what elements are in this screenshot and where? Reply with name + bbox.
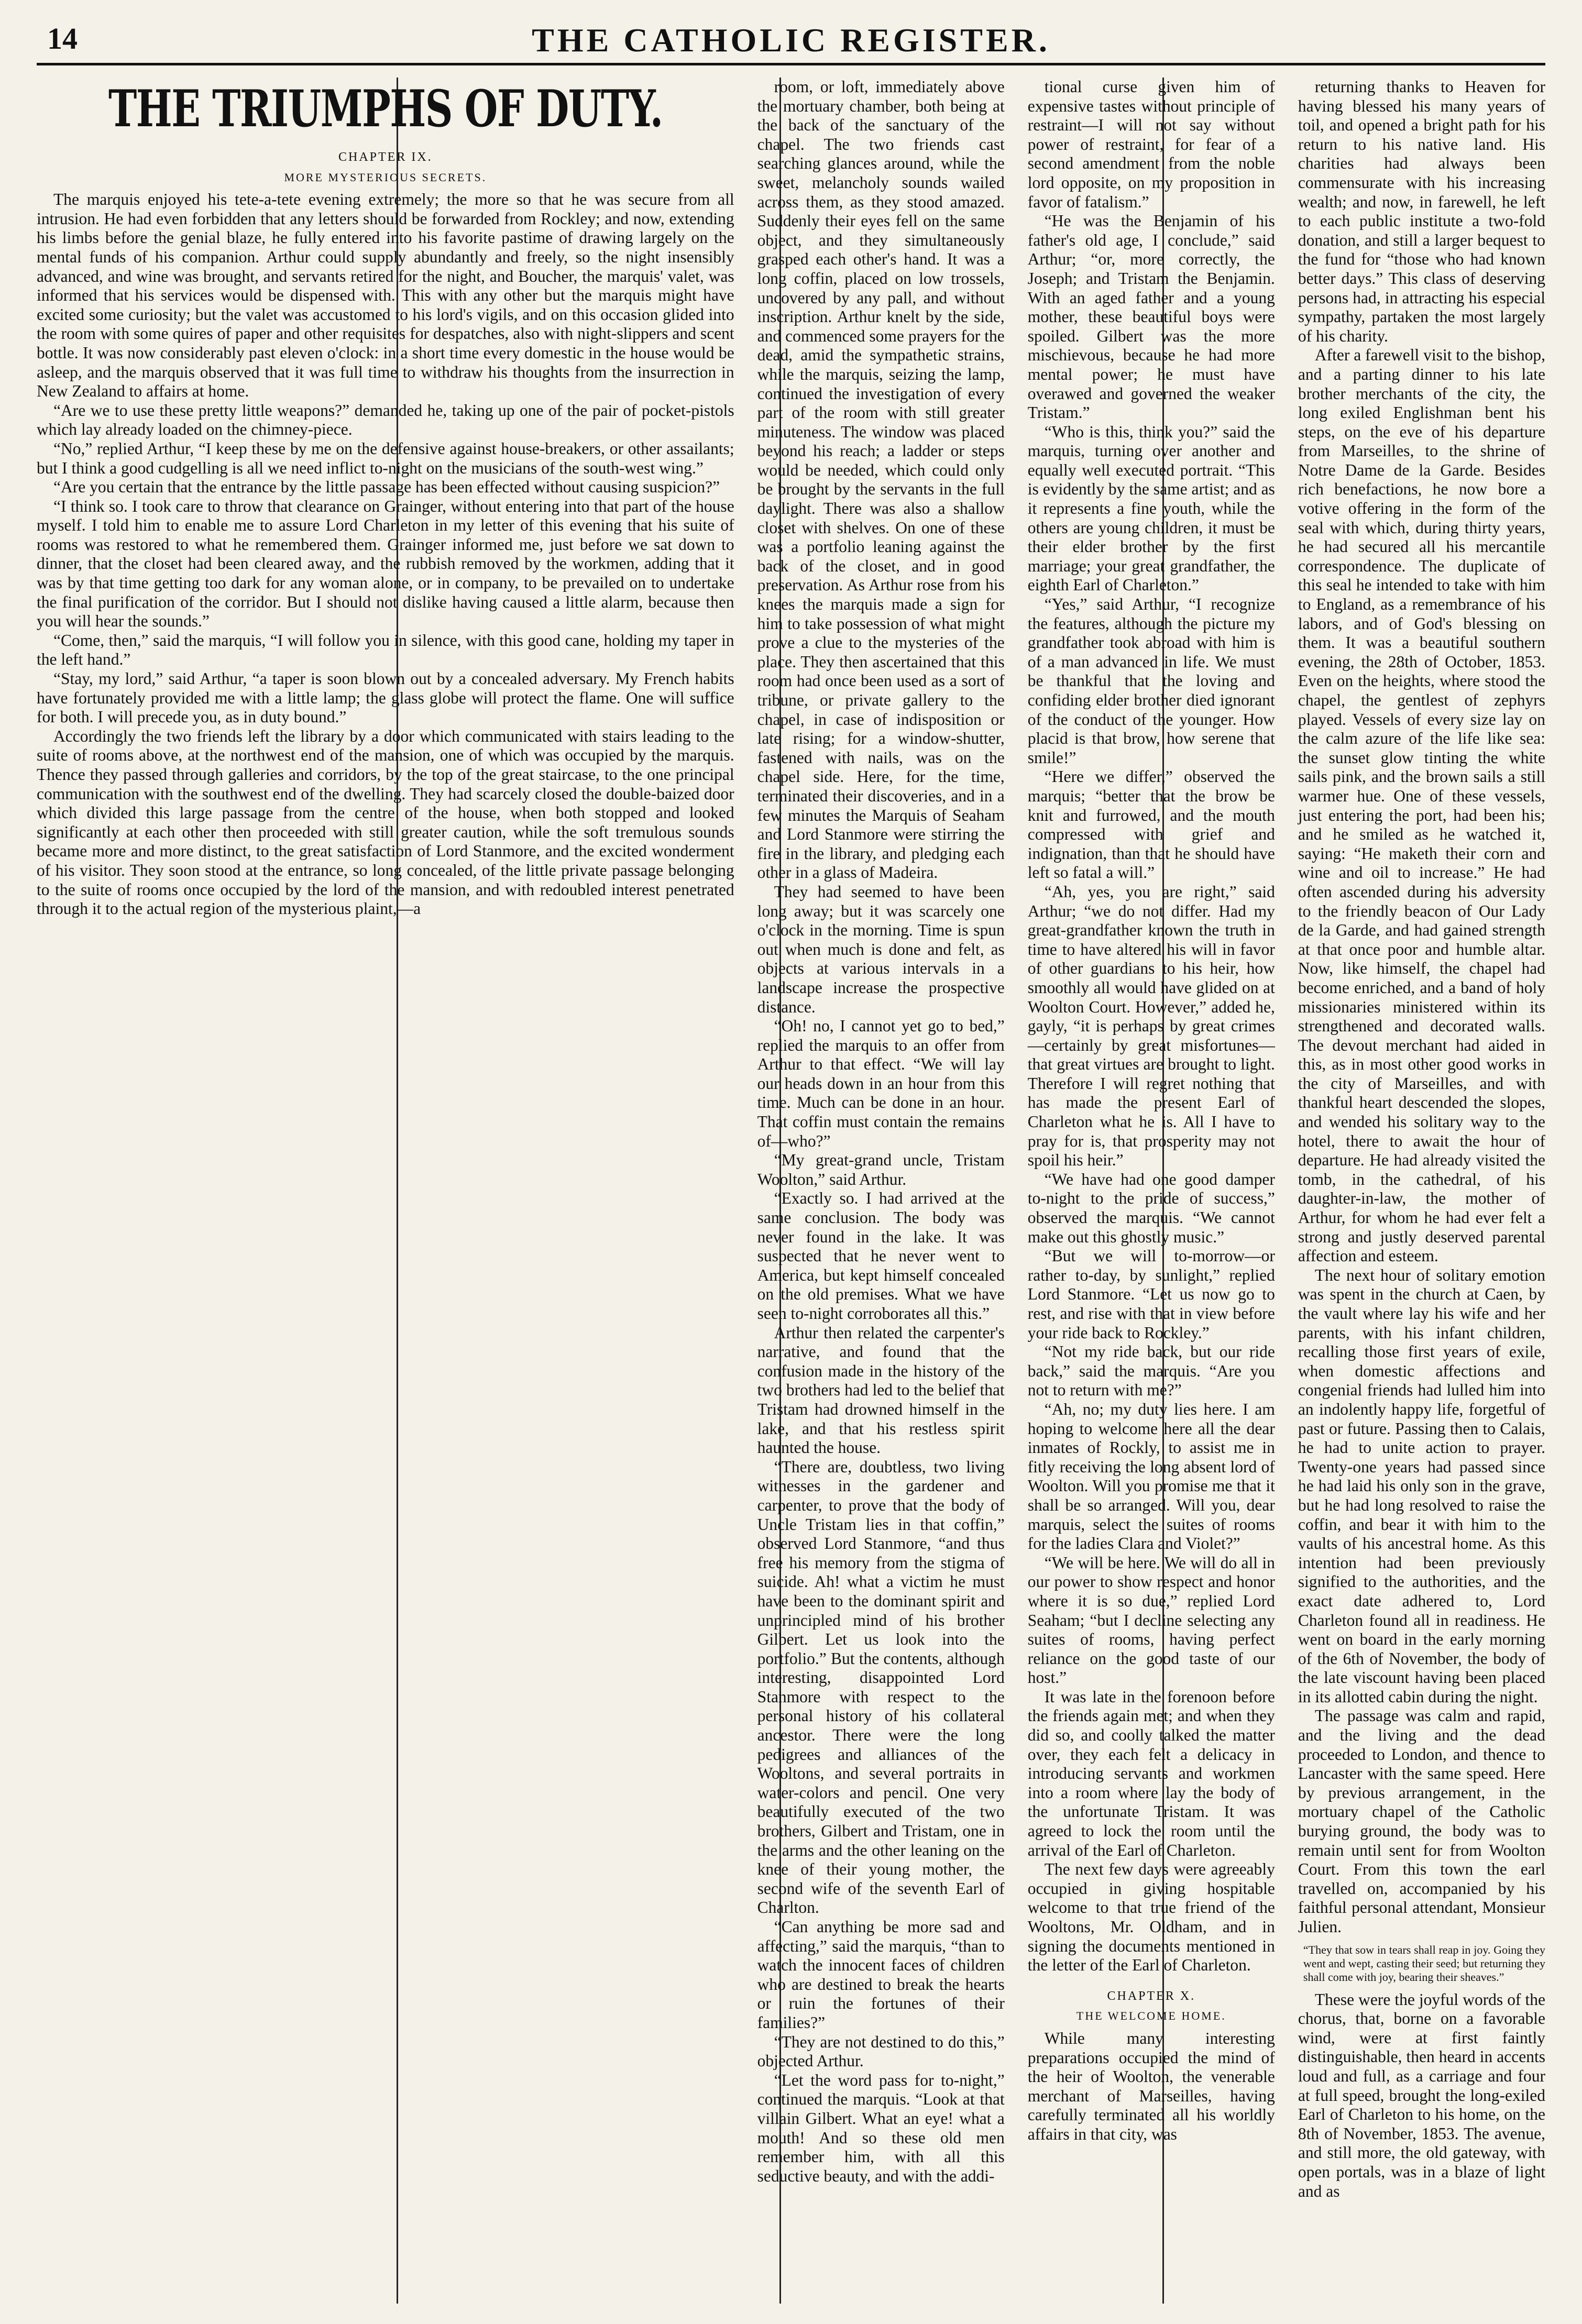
column-3: [1028, 78, 1275, 2309]
paragraph: “He was the Benjamin of his father's old age, I conclude,” said Arthur; “or, more correctly, the Joseph; and Tristam the Benjamin. With an aged father and a young mother, these beautiful boys were spoiled. Gilbert was the more mischievous, because he had more mental power; he must have overawed and governed the weaker Tristam.”: [1027, 212, 1275, 422]
paragraph: “My great-grand uncle, Tristam Woolton,” said Arthur.: [757, 1151, 1005, 1188]
article-columns: [37, 78, 1545, 2309]
chapter-subheading: MORE MYSTERIOUS SECRETS.: [284, 170, 487, 184]
paragraph: returning thanks to Heaven for having blessed his many years of toil, and opened a bright path for his return to his native land. His charities had always been commensurate with his increasing wealth; and now, in farewell, he left to each public institute a two-fold donation, and still a larger bequest to the fund for “those who had known better days.” This class of deserving persons had, in attracting his especial sympathy, partaken the most largely of his charity.: [1298, 78, 1545, 345]
paragraph: “Ah, no; my duty lies here. I am hoping to welcome here all the dear inmates of Rockly, to assist me in fitly receiving the long absent lord of Woolton. Will you promise me that it shall be so arranged. Will you, dear marquis, select the suites of rooms for the ladies Clara and Violet?”: [1027, 1400, 1275, 1553]
paragraph: The marquis enjoyed his tete-a-tete evening extremely; the more so that he was secure from all intrusion. He had even forbidden that any letters should be forwarded from Rockley; and now, extending his limbs before the genial blaze, he fully entered into his favorite pastime of drawing largely on the mental funds of his companion. Arthur could supply abundantly and freely, so the night insensibly advanced, and wine was brought, and servants retired for the night, and Boucher, the marquis' valet, was informed that his services would be dispensed with. This with any other but the marquis might have excited some curiosity; but the valet was accustomed to his lord's vigils, and on this occasion glided into the room with some quires of paper and other requisites for despatches, also with night-slippers and scent bottle. It was now considerably past eleven o'clock: in a short time every domestic in the house would be asleep, and the marquis observed that it was full time to withdraw his thoughts from the insurrection in New Zealand to affairs at home.: [37, 190, 734, 401]
chapter-heading: CHAPTER IX.: [338, 150, 433, 164]
paragraph: “They are not destined to do this,” objected Arthur.: [757, 2032, 1005, 2070]
chapter-heading: CHAPTER X.: [1107, 1989, 1196, 2003]
paragraph: “Yes,” said Arthur, “I recognize the features, although the picture my grandfather took abroad with him is of a man advanced in life. We must be thankful that the loving and confiding elder brother died ignorant of the conduct of the younger. How placid is that brow, how serene that smile!”: [1027, 595, 1275, 767]
paragraph: “No,” replied Arthur, “I keep these by me on the defensive against house-breakers, or other assailants; but I think a good cudgelling is all we need inflict to-night on the musicians of the south-west wing.”: [37, 439, 734, 477]
paragraph: “Come, then,” said the marquis, “I will follow you in silence, with this good cane, holding my taper in the left hand.”: [37, 631, 734, 669]
page-header: [37, 21, 1545, 65]
paragraph: It was late in the forenoon before the friends again met; and when they did so, and coolly talked the matter over, they each felt a delicacy in introducing servants and workmen into a room where lay the body of the unfortunate Tristam. It was agreed to lock the room until the arrival of the Earl of Charleton.: [1027, 1687, 1275, 1859]
paragraph: “Who is this, think you?” said the marquis, turning over another and equally well executed portrait. “This is evidently by the same artist; and as it represents a fine youth, while the others are young children, it must be their elder brother by the first marriage; your great grandfather, the eighth Earl of Charleton.”: [1027, 422, 1275, 594]
paragraph: “There are, doubtless, two living witnesses in the gardener and carpenter, to prove that the body of Uncle Tristam lies in that coffin,” observed Lord Stanmore, “and thus free his memory from the stigma of suicide. Ah! what a victim he must have been to the dominant spirit and unprincipled mind of his brother Gilbert. Let us look into the portfolio.” But the contents, although interesting, disappointed Lord Stanmore with respect to the personal history of his collateral ancestor. There were the long pedigrees and alliances of the Wooltons, and several portraits in water-colors and pencil. One very beautifully executed of the two brothers, Gilbert and Tristam, one in the arms and the other leaning on the knee of their young mother, the second wife of the seventh Earl of Charlton.: [757, 1457, 1005, 1917]
paragraph: room, or loft, immediately above the mortuary chamber, both being at the back of the sanctuary of the chapel. The two friends cast searching glances around, while the sweet, melancholy sounds wailed across them, as they stood amazed. Suddenly their eyes fell on the same object, and they simultaneously grasped each other's hand. It was a long coffin, placed on low trossels, uncovered by any pall, and without inscription. Arthur knelt by the side, and commenced some prayers for the dead, amid the sympathetic strains, while the marquis, seizing the lamp, continued the investigation of every part of the room with still greater minuteness. The window was placed beyond his reach; a ladder or steps would be needed, which could only be brought by the servants in the full daylight. There was also a shallow closet with shelves. On one of these was a portfolio leaning against the back of the closet, and in good preservation. As Arthur rose from his knees the marquis made a sign for him to take possession of what might prove a clue to the mysteries of the place. They then ascertained that this room had once been used as a sort of tribune, or private gallery to the chapel, in case of indisposition or late rising; for a window-shutter, fastened with nails, was on the chapel side. Here, for the time, terminated their discoveries, and in a few minutes the Marquis of Seaham and Lord Stanmore were stirring the fire in the library, and pledging each other in a glass of Madeira.: [757, 78, 1005, 882]
paragraph: “Stay, my lord,” said Arthur, “a taper is soon blown out by a concealed adversary. My French habits have fortunately provided me with a little lamp; the glass globe will protect the flame. One will suffice for both. I will precede you, as in duty bound.”: [37, 669, 734, 726]
paragraph: “Are you certain that the entrance by the little passage has been effected without causing suspicion?”: [53, 478, 720, 497]
paragraph: These were the joyful words of the chorus, that, borne on a favorable wind, were at first faintly distinguishable, then heard in accents loud and full, as a carriage and four at full speed, brought the long-exiled Earl of Charleton to his home, on the 8th of November, 1853. The avenue, and still more, the old gateway, with open portals, was in a blaze of light and as: [1298, 1990, 1545, 2200]
paragraph: “Let the word pass for to-night,” continued the marquis. “Look at that villain Gilbert. What an eye! what a mouth! And so these old men remember him, with all this seductive beauty, and with the addi-: [757, 2070, 1005, 2185]
paragraph: tional curse given him of expensive tastes without principle of restraint—I will not say without power of restraint, for fear of a second amendment from the noble lord opposite, on my proposition in favor of fatalism.”: [1027, 78, 1275, 211]
paragraph: Accordingly the two friends left the library by a door which communicated with stairs leading to the suite of rooms above, at the northwest end of the mansion, one of which was occupied by the marquis. Thence they passed through galleries and corridors, by the top of the great staircase, to the one principal communication with the southwest end of the dwelling. They had scarcely closed the double-baized door which divided this large passage from the centre of the house, when both stopped and looked significantly at each other then proceeded with still greater caution, while the soft tremulous sounds became more and more distinct, to the great satisfaction of Lord Stanmore, and the excited wonderment of his visitor. They soon stood at the entrance, so long concealed, of the little private passage belonging to the suite of rooms once occupied by the lord of the mansion, and with redoubled interest penetrated through it to the actual region of the mysterious plaint,—a: [37, 726, 734, 918]
publication-title: THE CATHOLIC REGISTER.: [532, 21, 1050, 59]
paragraph: They had seemed to have been long away; but it was scarcely one o'clock in the morning. Time is spun out when much is done and felt, as objects at various intervals in a landscape increase the prospective distance.: [757, 882, 1005, 1016]
verse-quotation: “They that sow in tears shall reap in joy. Going they went and wept, casting their seed; but returning they shall come with joy, bearing their sheaves.”: [1303, 1943, 1545, 1984]
paragraph: “Here we differ,” observed the marquis; “better that the brow be knit and furrowed, and the mouth compressed with grief and indignation, than that he should have left so fatal a will.”: [1027, 767, 1275, 882]
chapter-subheading: THE WELCOME HOME.: [1076, 2009, 1226, 2023]
column-1: [37, 78, 734, 2309]
paragraph: Arthur then related the carpenter's narrative, and found that the confusion made in the history of the two brothers had led to the belief that Tristam had drowned himself in the lake, and that his restless spirit haunted the house.: [757, 1323, 1005, 1457]
paragraph: “Are we to use these pretty little weapons?” demanded he, taking up one of the pair of pocket-pistols which lay already loaded on the chimney-piece.: [37, 401, 734, 439]
paragraph: “Ah, yes, you are right,” said Arthur; “we do not differ. Had my great-grandfather known the truth in time to have altered his will in favor of other guardians to his heir, how smoothly all would have glided on at Woolton Court. However,” added he, gayly, “it is perhaps by great crimes—certainly by great misfortunes—that great virtues are brought to light. Therefore I will regret nothing that has made the present Earl of Charleton what he is. All I have to pray for is, that prosperity may not spoil his heir.”: [1027, 882, 1275, 1170]
paragraph: The next hour of solitary emotion was spent in the church at Caen, by the vault where lay his wife and her parents, with his infant children, recalling those first years of exile, when domestic affections and congenial friends had lulled him into an indolently happy life, forgetful of past or future. Passing then to Calais, he had to unite action to prayer. Twenty-one years had passed since he had laid his only son in the grave, but he had long resolved to raise the coffin, and bear it with him to the vaults of his ancestral home. As this intention had been previously signified to the authorities, and the exact date adhered to, Lord Charleton found all in readiness. He went on board in the early morning of the 6th of November, the body of the late viscount having been placed in its allotted cabin during the night.: [1298, 1265, 1545, 1706]
paragraph: “But we will to-morrow—or rather to-day, by sunlight,” replied Lord Stanmore. “Let us now go to rest, and rise with that in view before your ride back to Rockley.”: [1027, 1247, 1275, 1342]
paragraph: The passage was calm and rapid, and the living and the dead proceeded to London, and thence to Lancaster with the same speed. Here by previous arrangement, in the mortuary chapel of the Catholic burying ground, the body was to remain until sent for from Woolton Court. From this town the earl travelled on, accompanied by his faithful personal attendant, Monsieur Julien.: [1298, 1706, 1545, 1936]
page-number: 14: [47, 21, 78, 56]
paragraph: While many interesting preparations occupied the mind of the heir of Woolton, the venerable merchant of Marseilles, having carefully terminated all his worldly affairs in that city, was: [1027, 2029, 1275, 2143]
paragraph: After a farewell visit to the bishop, and a parting dinner to his late brother merchants of the city, the long exiled Englishman bent his steps, on the eve of his departure from Marseilles, to the shrine of Notre Dame de la Garde. Besides rich benefactions, he now bore a votive offering in the form of the seal with which, during thirty years, he had secured all his mercantile correspondence. The duplicate of this seal he intended to take with him to England, as a remembrance of his labors, and of God's blessing on them. It was a beautiful southern evening, the 28th of October, 1853. Even on the heights, where stood the chapel, the gentlest of zephyrs played. Vessels of every size lay on the calm azure of the life like sea: the sunset glow tinting the white sails pink, and the brown sails a still warmer hue. One of these vessels, just entering the port, had been his; and he smiled as he watched it, saying: “He maketh their corn and wine and oil to increase.” He had often ascended during his adversity to the friendly beacon of Our Lady de la Garde, and had gained strength at that once poor and humble altar. Now, like himself, the chapel had become enriched, and a band of holy missionaries ministered within its strengthened and decorated walls. The devout merchant had aided in this, as in most other good works in the city of Marseilles, and with thankful heart descended the slopes, and wended his solitary way to the hotel, there to await the hour of departure. He had already visited the tomb, in the cathedral, of his daughter-in-law, the mother of Arthur, for whom he had ever felt a strong and justly deserved parental affection and esteem.: [1298, 346, 1545, 1265]
paragraph: “I think so. I took care to throw that clearance on Grainger, without entering into that part of the house myself. I told him to enable me to assure Lord Charleton in my letter of this evening that his suite of rooms was restored to what he remembered them. Grainger informed me, just before we sat down to dinner, that the closet had been cleared away, and the rubbish removed by the workmen, adding that it was by that time getting too dark for any woman alone, or in company, to be prevailed on to undertake the final purification of the corridor. But I should not dislike having caused a little alarm, because then you will hear the sounds.”: [37, 497, 734, 631]
paragraph: “We will be here. We will do all in our power to show respect and honor where it is so due,” replied Lord Seaham; “but I decline selecting any suites of rooms, having perfect reliance on the good taste of our host.”: [1027, 1553, 1275, 1687]
paragraph: “Not my ride back, but our ride back,” said the marquis. “Are you not to return with me?”: [1027, 1342, 1275, 1400]
paragraph: “We have had one good damper to-night to the pride of success,” observed the marquis. “We cannot make out this ghostly music.”: [1027, 1170, 1275, 1246]
column-4: [1298, 78, 1545, 2309]
paragraph: “Oh! no, I cannot yet go to bed,” replied the marquis to an offer from Arthur to that effect. “We will lay our heads down in an hour from this time. Much can be done in an hour. That coffin must contain the remains of—who?”: [757, 1017, 1005, 1150]
paragraph: “Can anything be more sad and affecting,” said the marquis, “than to watch the innocent faces of children who are destined to break the hearts or ruin the fortunes of their families?”: [757, 1918, 1005, 2032]
paragraph: The next few days were agreeably occupied in giving hospitable welcome to that true friend of the Wooltons, Mr. Oldham, and in signing the documents mentioned in the letter of the Earl of Charleton.: [1027, 1860, 1275, 1975]
story-title: THE TRIUMPHS OF DUTY.: [108, 79, 663, 138]
paragraph: “Exactly so. I had arrived at the same conclusion. The body was never found in the lake. It was suspected that he never went to America, but kept himself concealed on the old premises. What we have seen to-night corroborates all this.”: [757, 1189, 1005, 1323]
column-2: [757, 78, 1005, 2309]
